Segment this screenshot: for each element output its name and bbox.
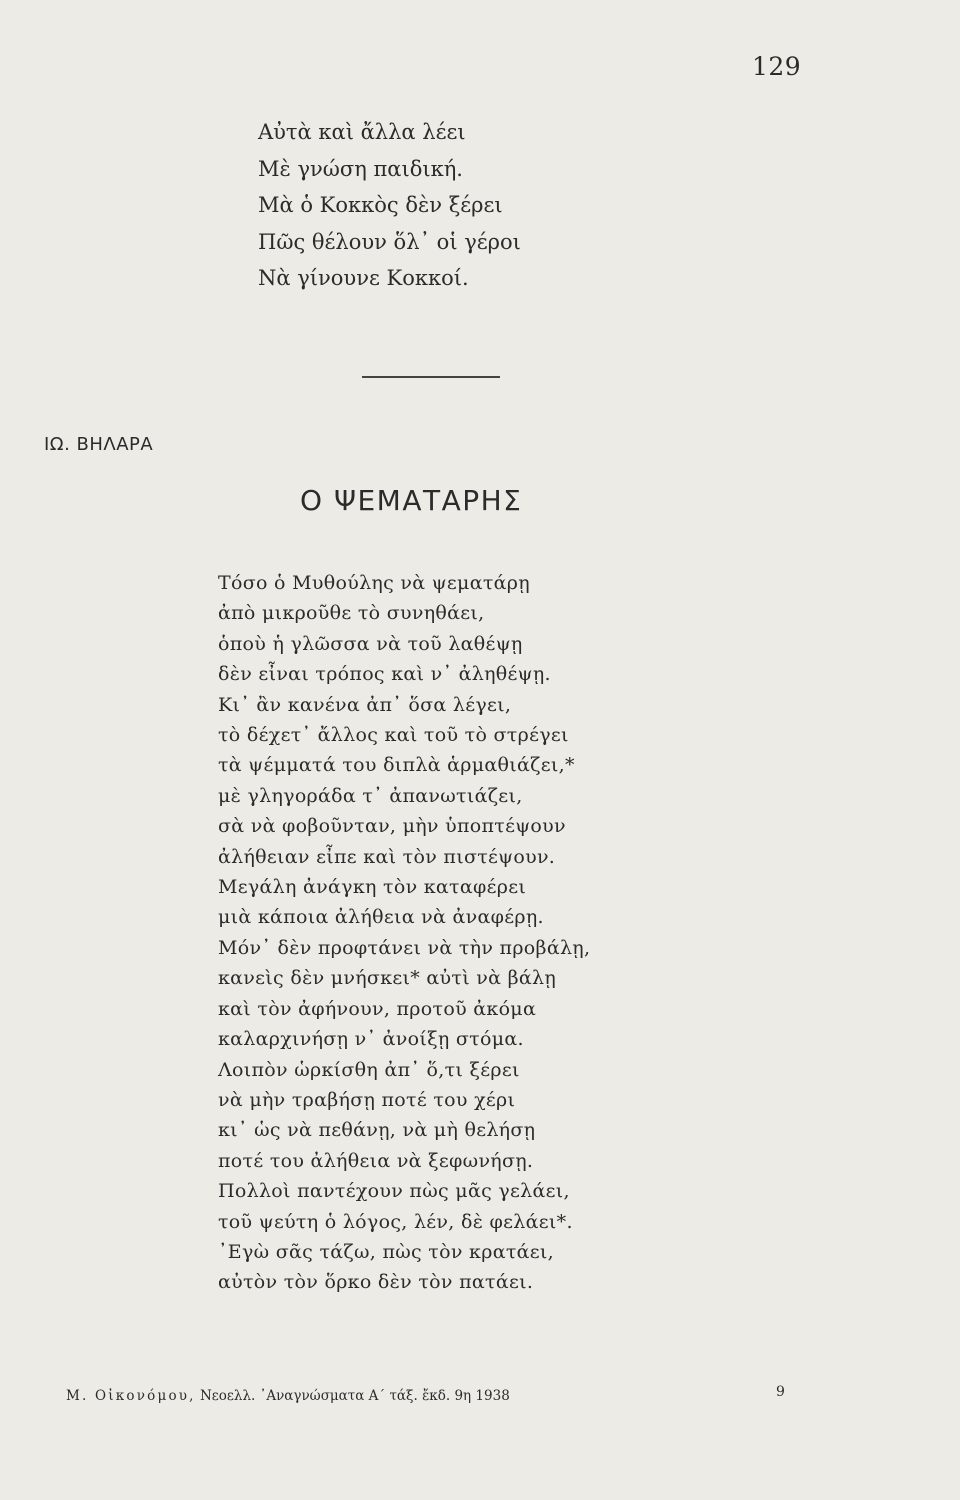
poem-line: αὐτὸν τὸν ὅρκο δὲν τὸν πατάει. [218,1271,534,1294]
poem-line: σὰ νὰ φοβοῦνταν, μὴν ὑποπτέψουν [218,815,566,838]
stanza-line: Νὰ γίνουνε Κοκκοί. [258,266,469,290]
poem-line: Μόν᾿ δὲν προφτάνει νὰ τὴν προβάλῃ, [218,936,591,959]
stanza-line: Μὲ γνώση παιδική. [258,156,463,181]
poem-line: τὰ ψέμματά του διπλὰ ἁρμαθιάζει,* [218,754,575,777]
stanza-line: Μὰ ὁ Κοκκὸς δὲν ξέρει [258,193,503,217]
footer-citation [66,1388,510,1404]
poem-author: ΙΩ. ΒΗΛΑΡΑ [44,434,154,455]
poem-title: Ο ΨΕΜΑΤΑΡΗΣ [300,484,523,517]
poem-line: Τόσο ὁ Μυθούλης νὰ ψεματάρῃ [218,572,530,594]
poem-line: Κι᾿ ἂν κανένα ἀπ᾿ ὅσα λέγει, [218,693,512,716]
sheet-number: 9 [776,1384,785,1400]
poem-line: μιὰ κάποια ἀλήθεια νὰ ἀναφέρῃ. [218,906,544,929]
poem-line: ᾿Εγὼ σᾶς τάζω, πὼς τὸν κρατάει, [218,1240,555,1263]
poem-line: κι᾿ ὡς νὰ πεθάνῃ, νὰ μὴ θελήσῃ [218,1119,536,1142]
footer-source: Νεοελλ. ᾿Αναγνώσματα Α´ τάξ. ἔκδ. 9η 1938 [195,1388,510,1404]
poem-line: κανεὶς δὲν μνήσκει* αὐτὶ νὰ βάλῃ [218,967,557,990]
poem-line: ἀπὸ μικροῦθε τὸ συνηθάει, [218,602,485,625]
poem-line: καλαρχινήσῃ ν᾿ ἀνοίξῃ στόμα. [218,1028,524,1051]
poem-body [218,568,590,1298]
poem-line: Πολλοὶ παντέχουν πὼς μᾶς γελάει, [218,1180,570,1203]
footer-author-name: Μ. Οἰκονόμου, [66,1388,196,1404]
poem-line: ἀλήθειαν εἶπε καὶ τὸν πιστέψουν. [218,845,556,868]
stanza-line: Αὐτὰ καὶ ἄλλα λέει [258,120,466,144]
poem-line: ποτέ του ἀλήθεια νὰ ξεφωνήσῃ. [218,1149,534,1172]
poem-line: τὸ δέχετ᾿ ἄλλος καὶ τοῦ τὸ στρέγει [218,724,569,747]
poem-line: καὶ τὸν ἀφήνουν, προτοῦ ἀκόμα [218,997,537,1020]
poem-line: Μεγάλη ἀνάγκη τὸν καταφέρει [218,876,527,899]
poem-line: νὰ μὴν τραβήσῃ ποτέ του χέρι [218,1088,516,1111]
poem-line: δὲν εἶναι τρόπος καὶ ν᾿ ἀληθέψῃ. [218,663,551,686]
section-divider [362,376,500,378]
poem-line: μὲ γληγοράδα τ᾿ ἀπανωτιάζει, [218,784,523,807]
poem-line: ὁποὺ ἡ γλῶσσα νὰ τοῦ λαθέψῃ [218,632,523,655]
stanza-line: Πῶς θέλουν ὅλ᾿ οἱ γέροι [258,229,521,254]
poem-line: Λοιπὸν ὡρκίσθη ἀπ᾿ ὅ,τι ξέρει [218,1058,520,1081]
page-number: 129 [752,52,802,81]
previous-poem-stanza [258,114,521,297]
poem-line: τοῦ ψεύτη ὁ λόγος, λέν, δὲ φελάει*. [218,1210,573,1233]
